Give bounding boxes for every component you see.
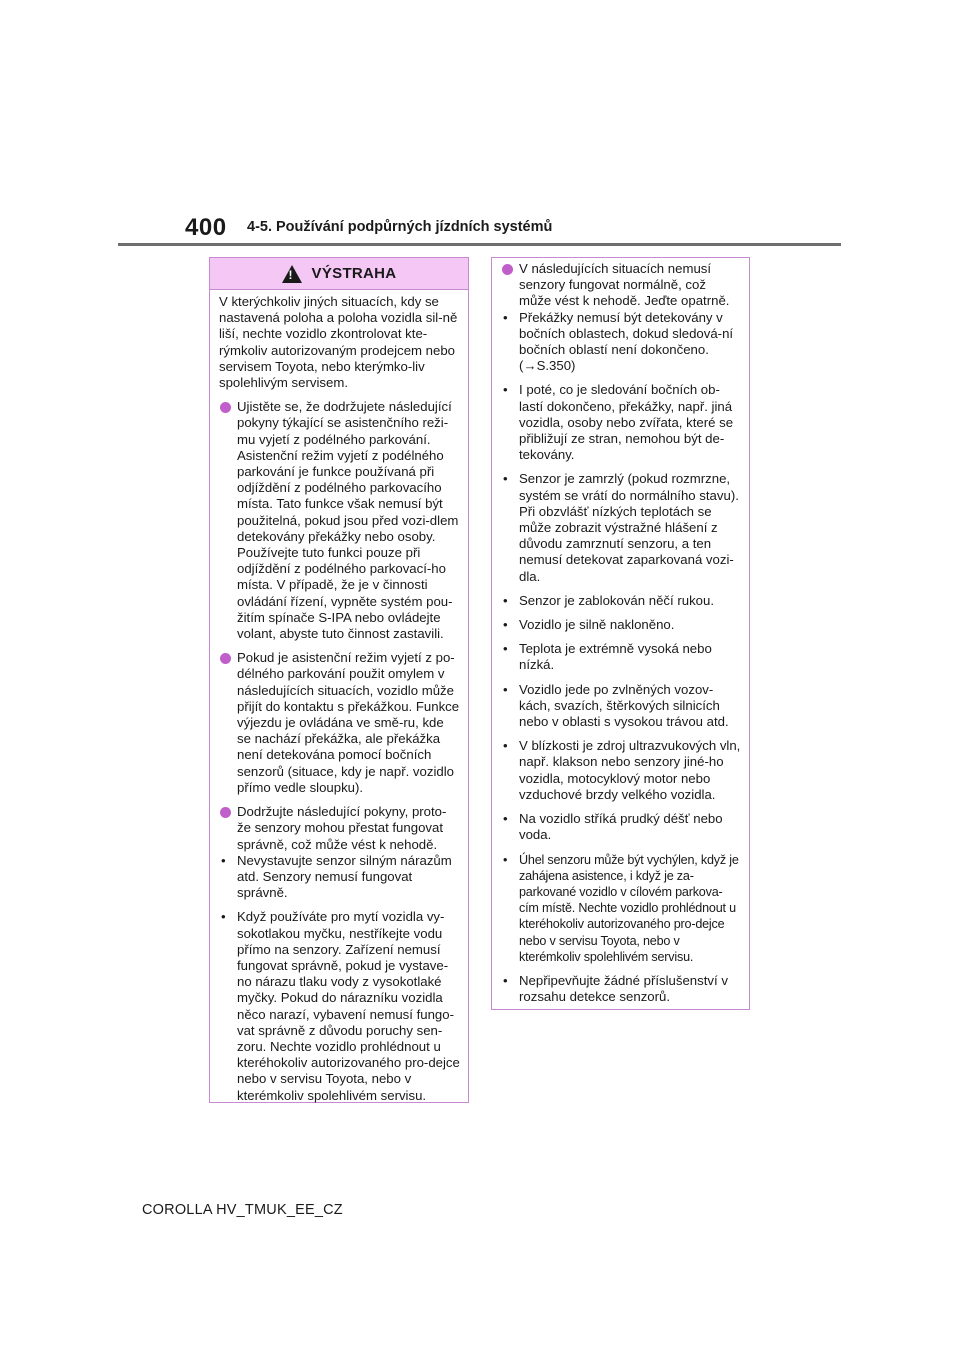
warning-bullet-text: Pokud je asistenční režim vyjetí z po-délného parkování použit omylem v následujících situacích, vozidlo může přijít do kontaktu s překážkou. Funkce výjezdu je ovládána ve smě-ru, kde se nachází překážka, ale překážka není detekována pomocí bočních senzorů (situace, kdy je např. vozidlo přímo vedle sloupku). — [237, 650, 460, 795]
condition-text: Úhel senzoru může být vychýlen, když je zahájena asistence, i když je za-parkované vozidlo v cílovém parkova-cím místě. Nechte vozidlo prohlédnout u kteréhokoliv autorizovaného pro-dejce nebo v servisu Toyota, nebo v kterémkoliv spolehlivém servisu. — [519, 852, 739, 964]
condition-item — [501, 973, 741, 1005]
warning-title: VÝSTRAHA — [311, 265, 397, 282]
warning-bullet — [219, 650, 460, 796]
condition-item — [501, 641, 741, 673]
warning-sub-item — [219, 853, 460, 902]
sub-bullet-mark: • — [503, 309, 508, 325]
warning-bullet — [219, 399, 460, 642]
condition-text: I poté, co je sledování bočních ob-lastí dokončeno, překážky, např. jiná vozidla, osoby nebo zvířata, které se přibližují ze stran, nemohou být de-tekovány. — [519, 382, 734, 463]
sub-bullet-mark: • — [503, 811, 508, 827]
sub-bullet-mark: • — [503, 592, 508, 608]
warning-header — [210, 258, 468, 290]
bullet-circle-icon — [220, 402, 231, 413]
condition-text: Senzor je zablokován něčí rukou. — [519, 592, 714, 608]
condition-text: Překážky nemusí být detekovány v bočních oblastech, dokud sledová-ní bočních oblastí není dokončeno. (→S.350) — [519, 309, 734, 374]
condition-item — [501, 738, 741, 803]
footer-model-code: COROLLA HV_TMUK_EE_CZ — [142, 1202, 343, 1218]
warning-intro: V kterýchkoliv jiných situacích, kdy se nastavená poloha a poloha vozidla sil-ně liší, nechte vozidlo zkontrolovat kte-rýmkoliv autorizovaným prodejcem nebo servisem Toyota, nebo kterýmko-liv spolehlivým servisem. — [219, 294, 458, 391]
condition-text: Nepřipevňujte žádné příslušenství v rozsahu detekce senzorů. — [519, 972, 728, 1005]
continuation-bullet — [501, 261, 741, 310]
warning-bullet-text: Dodržujte následující pokyny, proto-že senzory mohou přestat fungovat správně, což může vést k nehodě. — [237, 804, 447, 852]
condition-item — [501, 382, 741, 463]
warning-bullet-text: Ujistěte se, že dodržujete následující pokyny týkající se asistenčního reži-mu vyjetí z podélného parkování. Asistenční režim vyjetí z podélného parkování je funkce používaná při odjíždění z podélného parkovacího místa. Tato funkce však nemusí být použitelná, pokud jsou před vozi-dlem detekovány překážky nebo osoby. Používejte tuto funkci pouze při odjíždění z podélného parkovací-ho místa. V případě, že je v činnosti ovládání řízení, vypněte systém pou-žitím spínače S-IPA nebo ovládejte volant, abyste tuto činnost zastavili. — [237, 399, 459, 642]
bullet-circle-icon — [502, 264, 513, 275]
condition-text: Teplota je extrémně vysoká nebo nízká. — [519, 641, 712, 673]
warning-sub-text: Když používáte pro mytí vozidla vy-sokotlakou myčku, nestříkejte vodu přímo na senzory. Zařízení nemusí fungovat správně, pokud je vystave-no nárazu tlaku vody z vysokotlaké myčky. Pokud do nárazníku vozidla něco narazí, vybavení nemusí fungo-vat správně z důvodu poruchy sen-zoru. Nechte vozidlo prohlédnout u kteréhokoliv autorizovaného pro-dejce nebo v servisu Toyota, nebo v kterémkoliv spolehlivém servisu. — [237, 909, 460, 1103]
sub-bullet-mark: • — [503, 972, 508, 988]
condition-item — [501, 852, 741, 965]
condition-text: Vozidlo jede po zvlněných vozov-kách, svazích, štěrkových silnicích nebo v oblasti s vysokou trávou atd. — [519, 681, 729, 730]
sub-bullet-mark: • — [503, 641, 508, 657]
sub-bullet-mark: • — [503, 471, 508, 487]
warning-box — [209, 257, 469, 1103]
section-title: 4-5. Používání podpůrných jízdních systémů — [247, 219, 553, 235]
condition-item — [501, 593, 741, 609]
condition-item — [501, 617, 741, 633]
sub-bullet-mark: • — [503, 382, 508, 398]
condition-item — [501, 471, 741, 584]
bullet-circle-icon — [220, 807, 231, 818]
condition-text: Na vozidlo stříká prudký déšť nebo voda. — [519, 811, 723, 843]
page-number: 400 — [185, 214, 227, 241]
condition-item — [501, 310, 741, 375]
warning-continuation-box — [491, 257, 750, 1010]
sub-bullet-mark: • — [503, 617, 508, 633]
sub-bullet-mark: • — [503, 738, 508, 754]
warning-bullet — [219, 804, 460, 853]
condition-text: V blízkosti je zdroj ultrazvukových vln, např. klakson nebo senzory jiné-ho vozidla, motocyklový motor nebo vzduchové brzdy velkého vozidla. — [519, 738, 741, 802]
continuation-body — [492, 258, 749, 1005]
sub-bullet-mark: • — [503, 852, 508, 867]
warning-body — [210, 290, 468, 1104]
warning-sub-item — [219, 909, 460, 1103]
warning-triangle-icon — [282, 265, 302, 283]
header-rule — [118, 243, 841, 246]
continuation-bullet-text: V následujících situacích nemusí senzory fungovat normálně, což může vést k nehodě. Jeďte opatrně. — [519, 261, 730, 309]
condition-item — [501, 682, 741, 731]
sub-bullet-mark: • — [221, 852, 226, 868]
condition-text: Vozidlo je silně nakloněno. — [519, 617, 675, 633]
condition-text: Senzor je zamrzlý (pokud rozmrzne, systém se vrátí do normálního stavu). Při obzvlášť nízkých teplotách se může zobrazit výstražné hlášení z důvodu zamrznutí senzoru, a ten nemusí detekovat zaparkovaná vozi-dla. — [519, 471, 739, 584]
sub-bullet-mark: • — [221, 909, 226, 925]
bullet-circle-icon — [220, 653, 231, 664]
sub-bullet-mark: • — [503, 681, 508, 697]
condition-item — [501, 811, 741, 843]
warning-sub-text: Nevystavujte senzor silným nárazům atd. Senzory nemusí fungovat správně. — [237, 852, 452, 901]
